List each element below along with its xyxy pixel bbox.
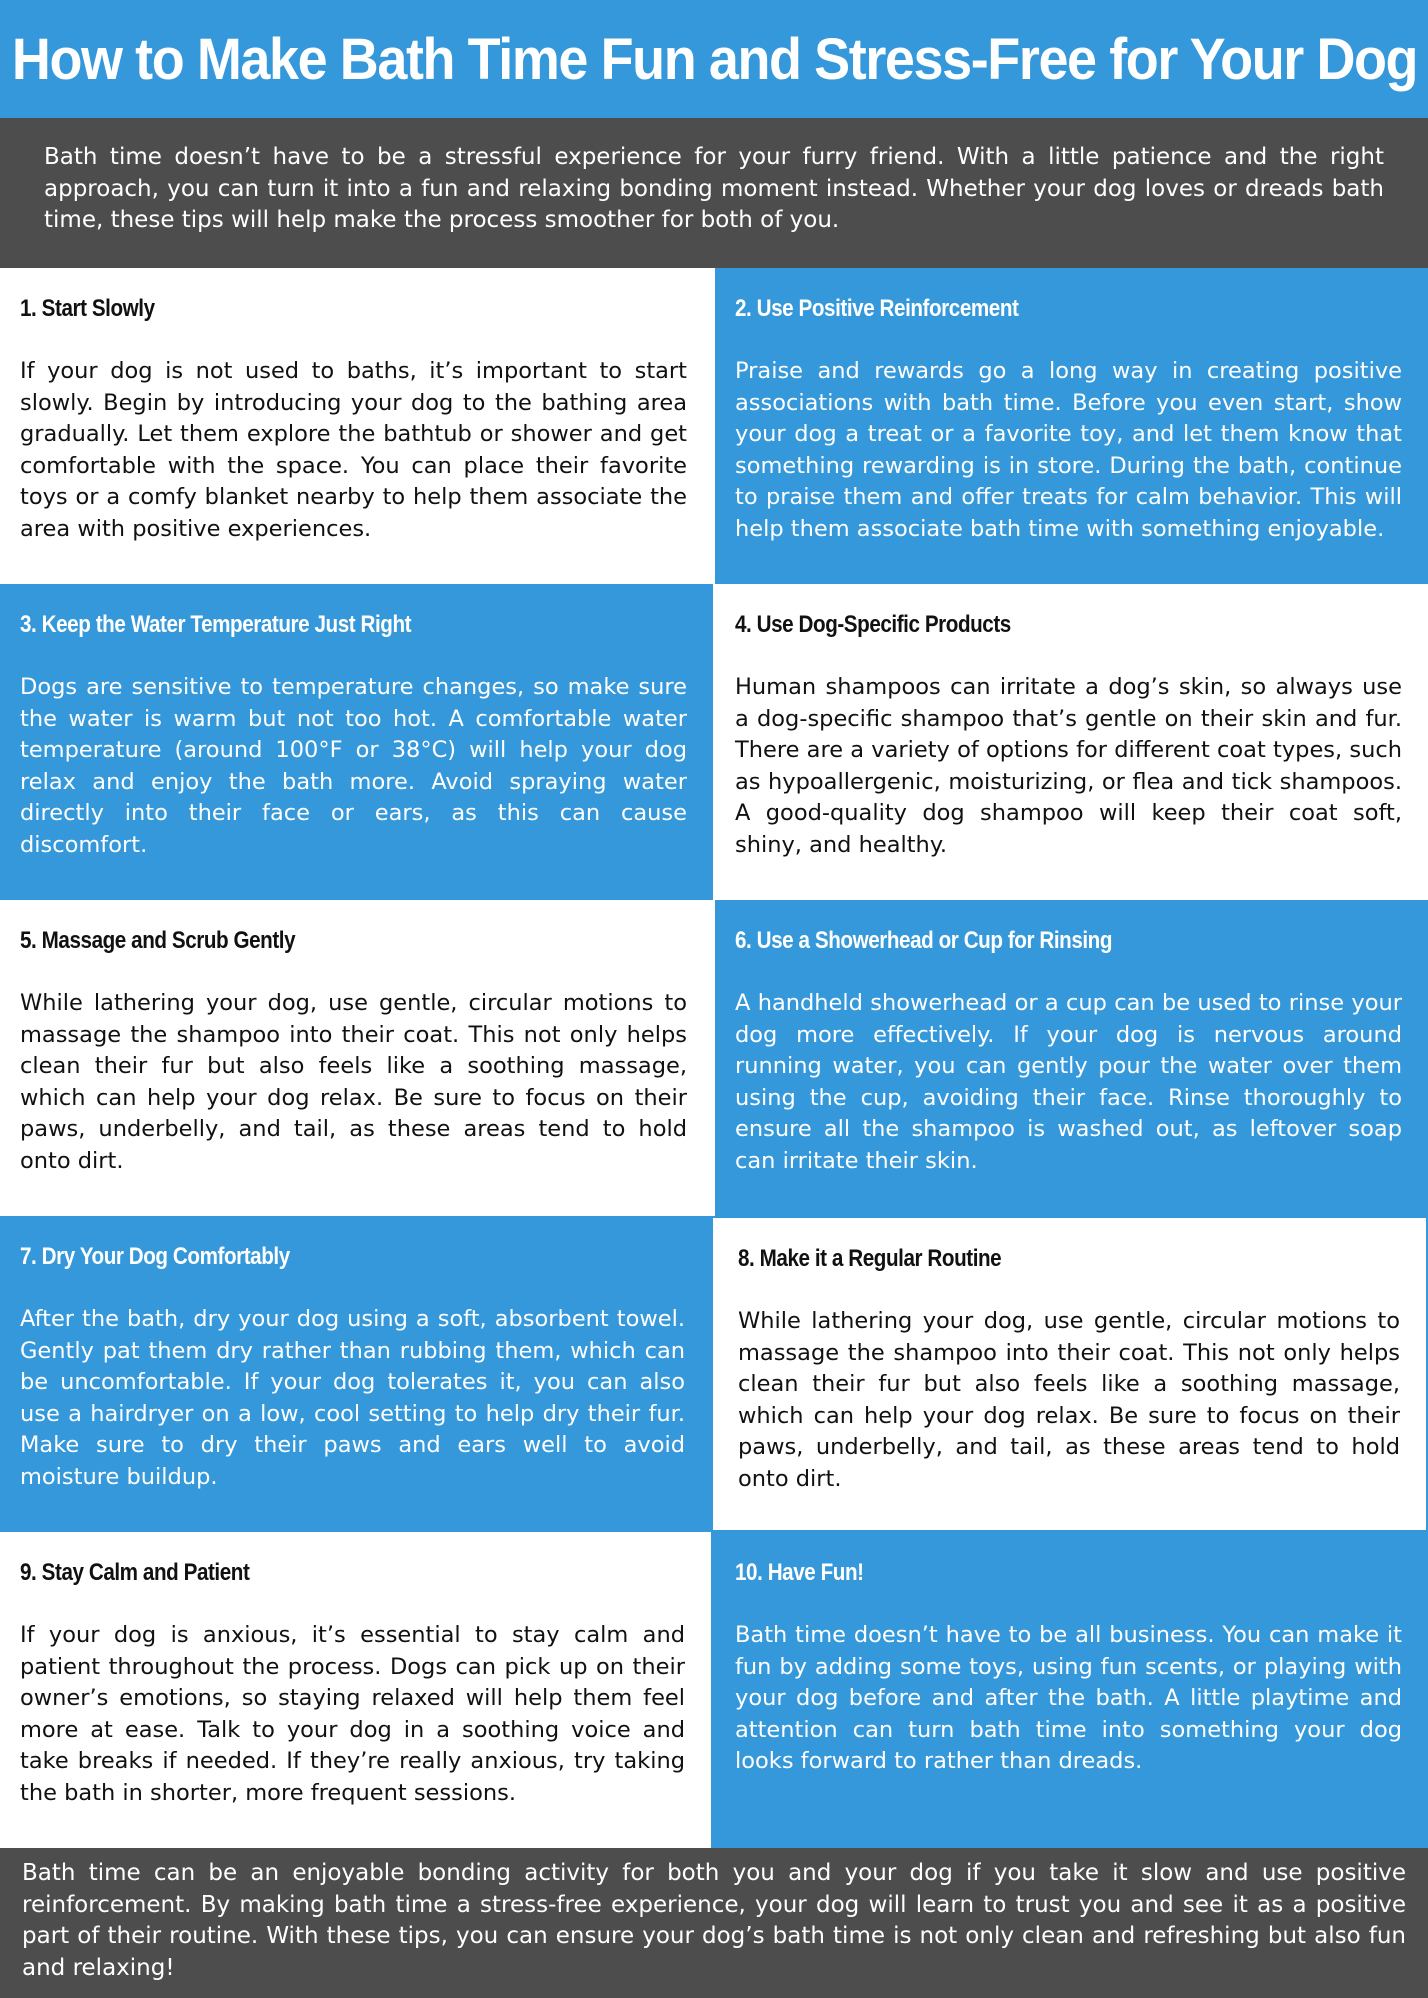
intro-text: Bath time doesn’t have to be a stressful experience for your furry friend. With a little patience and the right approach, you can turn it into a fun and relaxing bonding moment instead. Whether your dog loves or dreads bath time, these tips will help make the process smoother for both of you. <box>44 144 1384 233</box>
tip-card-5 <box>0 900 713 1216</box>
tip-heading: 2. Use Positive Reinforcement <box>735 295 1019 322</box>
tip-body: Praise and rewards go a long way in creating positive associations with bath time. Before you even start, show your dog a treat or a favorite toy, and let them know that something rewarding is in store. During the bath, continue to praise them and offer treats for calm behavior. This will help them associate bath time with something enjoyable. <box>735 358 1402 542</box>
tip-card-9 <box>0 1532 711 1848</box>
intro-section <box>0 118 1428 268</box>
tip-body: If your dog is anxious, it’s essential to stay calm and patient throughout the process. Dogs can pick up on their owner’s emotions, so staying relaxed will help them feel more at ease. Talk to your dog in a soothing voice and take breaks if needed. If they’re really anxious, try taking the bath in shorter, more frequent sessions. <box>20 1622 685 1806</box>
tip-heading: 5. Massage and Scrub Gently <box>20 927 296 954</box>
tip-body: After the bath, dry your dog using a soft, absorbent towel. Gently pat them dry rather than rubbing them, which can be uncomfortable. If your dog tolerates it, you can also use a hairdryer on a low, cool setting to help dry their fur. Make sure to dry their paws and ears well to avoid moisture buildup. <box>20 1306 685 1490</box>
tip-heading: 4. Use Dog-Specific Products <box>735 611 1011 638</box>
tip-body: Dogs are sensitive to temperature changes, so make sure the water is warm but not too hot. A comfortable water temperature (around 100°F or 38°C) will help your dog relax and enjoy the bath more. Avoid spraying water directly into their face or ears, as this can cause discomfort. <box>20 674 687 858</box>
tip-heading: 6. Use a Showerhead or Cup for Rinsing <box>735 927 1113 954</box>
tip-heading: 7. Dry Your Dog Comfortably <box>20 1243 290 1270</box>
tip-card-3 <box>0 584 713 900</box>
tip-heading: 3. Keep the Water Temperature Just Right <box>20 611 412 638</box>
tip-body: Human shampoos can irritate a dog’s skin, so always use a dog-specific shampoo that’s gentle on their skin and fur. There are a variety of options for different coat types, such as hypoallergenic, moisturizing, or flea and tick shampoos. A good-quality dog shampoo will keep their coat soft, shiny, and healthy. <box>735 674 1402 858</box>
tip-body: A handheld showerhead or a cup can be used to rinse your dog more effectively. If your dog is nervous around running water, you can gently pour the water over them using the cup, avoiding their face. Rinse thoroughly to ensure all the shampoo is washed out, as leftover soap can irritate their skin. <box>735 990 1402 1174</box>
outro-section <box>0 1848 1428 1998</box>
tip-heading: 1. Start Slowly <box>20 295 155 322</box>
tip-card-10 <box>711 1532 1428 1848</box>
tip-body: Bath time doesn’t have to be all business. You can make it fun by adding some toys, using fun scents, or playing with your dog before and after the bath. A little playtime and attention can turn bath time into something your dog looks forward to rather than dreads. <box>735 1622 1402 1775</box>
title-banner <box>0 0 1428 118</box>
outro-text: Bath time can be an enjoyable bonding activity for both you and your dog if you take it slow and use positive reinforcement. By making bath time a stress-free experience, your dog will learn to trust you and see it as a positive part of their routine. With these tips, you can ensure your dog’s bath time is not only clean and refreshing but also fun and relaxing! <box>22 1860 1406 1981</box>
tip-card-4 <box>715 584 1428 900</box>
tip-card-8 <box>711 1216 1428 1532</box>
tip-body: While lathering your dog, use gentle, circular motions to massage the shampoo into their coat. This not only helps clean their fur but also feels like a soothing massage, which can help your dog relax. Be sure to focus on their paws, underbelly, and tail, as these areas tend to hold onto dirt. <box>738 1308 1400 1492</box>
tip-body: If your dog is not used to baths, it’s important to start slowly. Begin by introducing your dog to the bathing area gradually. Let them explore the bathtub or shower and get comfortable with the space. You can place their favorite toys or a comfy blanket nearby to help them associate the area with positive experiences. <box>20 358 687 542</box>
page-title: How to Make Bath Time Fun and Stress-Free for Your Dog <box>11 26 1417 92</box>
tip-heading: 9. Stay Calm and Patient <box>20 1559 250 1586</box>
tip-card-2 <box>715 268 1428 584</box>
tip-card-1 <box>0 268 713 584</box>
tip-heading: 8. Make it a Regular Routine <box>738 1245 1002 1272</box>
tip-heading: 10. Have Fun! <box>735 1559 864 1586</box>
tip-card-7 <box>0 1216 711 1532</box>
tip-card-6 <box>715 900 1428 1216</box>
tip-body: While lathering your dog, use gentle, circular motions to massage the shampoo into their coat. This not only helps clean their fur but also feels like a soothing massage, which can help your dog relax. Be sure to focus on their paws, underbelly, and tail, as these areas tend to hold onto dirt. <box>20 990 687 1174</box>
